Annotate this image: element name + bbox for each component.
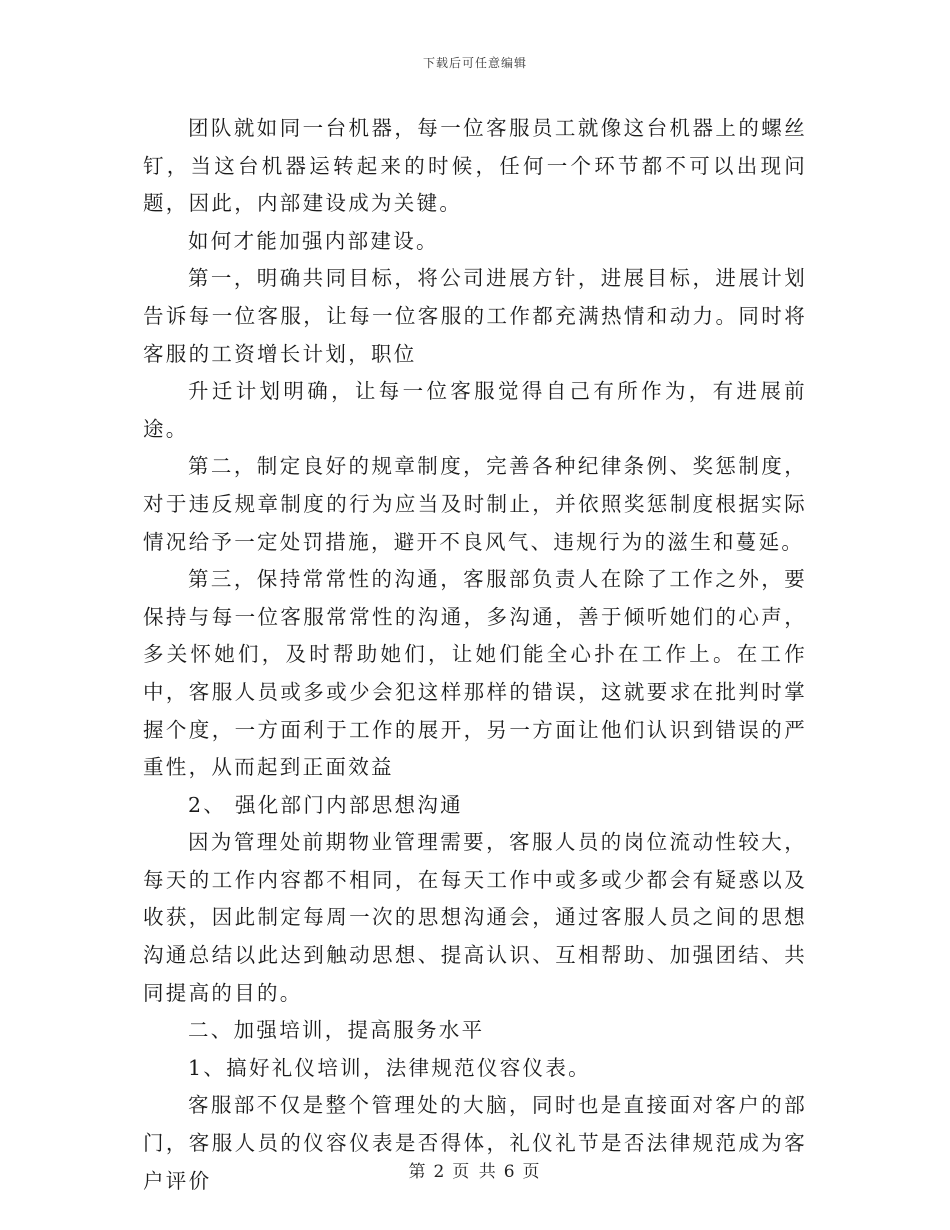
footer-label-of: 页 共 xyxy=(452,1162,498,1182)
footer-total-pages: 6 xyxy=(503,1162,517,1182)
section-heading: 2、 强化部门内部思想沟通 xyxy=(188,792,463,817)
paragraph: 客服部不仅是整个管理处的大脑，同时也是直接面对客户的部门，客服人员的仪容仪表是否得体，礼仪礼节是否法律规范成为客户评价 xyxy=(143,1093,807,1193)
footer-current-page: 2 xyxy=(433,1162,447,1182)
document-body xyxy=(143,110,807,1200)
footer-label-end: 页 xyxy=(522,1162,542,1182)
paragraph: 第三，保持常常性的沟通，客服部负责人在除了工作之外，要保持与每一位客服常常性的沟通，多沟通，善于倾听她们的心声，多关怀她们，及时帮助她们，让她们能全心扑在工作上。在工作中，客服人员或多或少会犯这样那样的错误，这就要求在批判时掌握个度，一方面利于工作的展开，另一方面让他们认识到错误的严重性，从而起到正面效益 xyxy=(143,567,807,780)
paragraph: 团队就如同一台机器，每一位客服员工就像这台机器上的螺丝钉，当这台机器运转起来的时候，任何一个环节都不可以出现问题，因此，内部建设成为关键。 xyxy=(143,116,807,216)
paragraph: 如何才能加强内部建设。 xyxy=(188,228,439,253)
page-footer xyxy=(0,1157,950,1182)
paragraph: 第二，制定良好的规章制度，完善各种纪律条例、奖惩制度，对于违反规章制度的行为应当及时制止，并依照奖惩制度根据实际情况给予一定处罚措施，避开不良风气、违规行为的滋生和蔓延。 xyxy=(143,454,807,554)
section-heading: 1、搞好礼仪培训，法律规范仪容仪表。 xyxy=(188,1055,591,1080)
footer-label-page: 第 xyxy=(408,1162,428,1182)
paragraph: 升迁计划明确，让每一位客服觉得自己有所作为，有进展前途。 xyxy=(143,379,807,441)
paragraph: 因为管理处前期物业管理需要，客服人员的岗位流动性较大，每天的工作内容都不相同，在每天工作中或多或少都会有疑惑以及收获，因此制定每周一次的思想沟通会，通过客服人员之间的思想沟通总结以此达到触动思想、提高认识、互相帮助、加强团结、共同提高的目的。 xyxy=(143,830,807,1005)
paragraph: 第一，明确共同目标，将公司进展方针，进展目标，进展计划告诉每一位客服，让每一位客服的工作都充满热情和动力。同时将客服的工资增长计划，职位 xyxy=(143,266,807,366)
section-heading: 二、加强培训，提高服务水平 xyxy=(188,1018,485,1043)
page-header: 下载后可任意编辑 xyxy=(422,56,527,70)
